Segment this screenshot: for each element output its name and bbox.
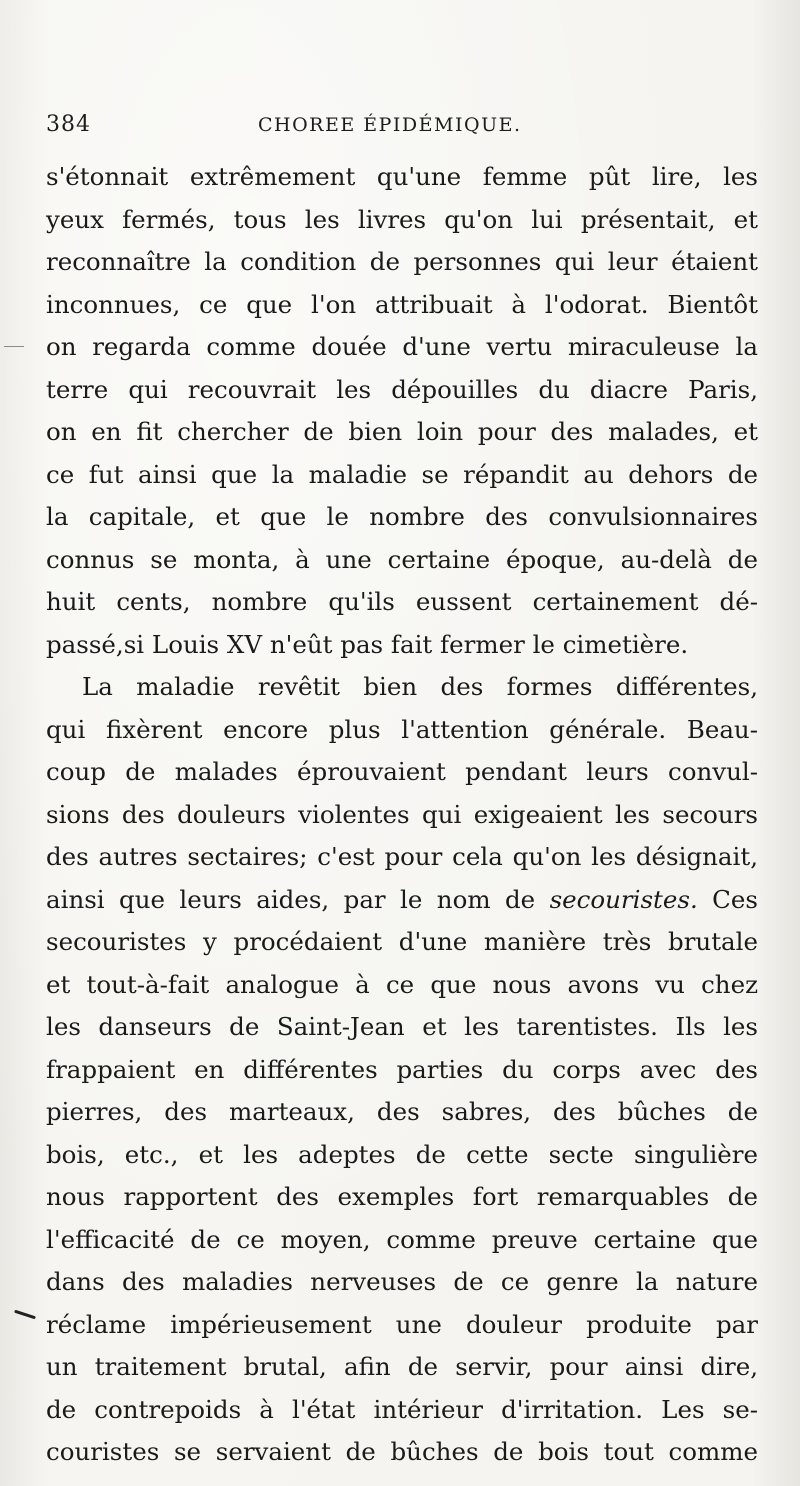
- text-line: on regarda comme douée d'une vertu miraculeuse la: [46, 332, 758, 361]
- text-segment: ainsi que leurs aides, par le nom de: [46, 884, 536, 914]
- text-line: passé,si Louis XV n'eût pas fait fermer le cimetière.: [46, 629, 689, 659]
- text-line: bois, etc., et les adeptes de cette secte singulière: [46, 1139, 758, 1169]
- text-line: [46, 879, 758, 922]
- text-line: nous rapportent des exemples fort remarquables de: [46, 1182, 758, 1211]
- text-line: connus se monta, à une certaine époque, au-delà de: [46, 544, 758, 574]
- margin-scratch-mark: [4, 346, 24, 347]
- text-line: huit cents, nombre qu'ils eussent certainement dé-: [46, 587, 758, 616]
- text-line: yeux fermés, tous les livres qu'on lui présentait, et: [46, 204, 758, 234]
- running-head: CHOREE ÉPIDÉMIQUE.: [258, 114, 522, 136]
- text-line: terre qui recouvrait les dépouilles du diacre Paris,: [46, 374, 758, 404]
- text-line: dans des maladies nerveuses de ce genre la nature: [46, 1267, 758, 1296]
- text-line: ce fut ainsi que la maladie se répandit au dehors de: [46, 459, 758, 489]
- text-line: on en fit chercher de bien loin pour des malades, et: [46, 417, 758, 446]
- text-line: inconnues, ce que l'on attribuait à l'odorat. Bientôt: [46, 289, 758, 319]
- text-line: des autres sectaires; c'est pour cela qu'on les désignait,: [46, 842, 758, 871]
- text-line: et tout-à-fait analogue à ce que nous avons vu chez: [46, 969, 758, 999]
- margin-pen-mark: [14, 1310, 36, 1320]
- text-line: sions des douleurs violentes qui exigeaient les secours: [46, 799, 758, 829]
- italic-term: secouristes.: [549, 884, 698, 914]
- text-segment: Ces: [697, 884, 758, 914]
- page-number: 384: [46, 112, 91, 137]
- text-line: pierres, des marteaux, des sabres, des bûches de: [46, 1097, 758, 1126]
- text-line: réclame impérieusement une douleur produite par: [46, 1309, 758, 1339]
- text-line: de contrepoids à l'état intérieur d'irritation. Les se-: [46, 1394, 758, 1424]
- text-line: la capitale, et que le nombre des convulsionnaires: [46, 502, 758, 531]
- text-line: un traitement brutal, afin de servir, pour ainsi dire,: [46, 1352, 758, 1381]
- paragraph-start-line: La maladie revêtit bien des formes différentes,: [82, 672, 758, 701]
- text-line: reconnaître la condition de personnes qui leur étaient: [46, 247, 758, 276]
- body-text: [46, 156, 758, 1474]
- text-line: qui fixèrent encore plus l'attention générale. Beau-: [46, 714, 758, 744]
- page-header: [46, 112, 756, 144]
- text-line: les danseurs de Saint-Jean et les tarentistes. Ils les: [46, 1012, 758, 1041]
- text-line: secouristes y procédaient d'une manière très brutale: [46, 927, 758, 956]
- text-line: s'étonnait extrêmement qu'une femme pût lire, les: [46, 162, 758, 191]
- text-line: l'efficacité de ce moyen, comme preuve certaine que: [46, 1224, 758, 1254]
- text-line: frappaient en différentes parties du corps avec des: [46, 1054, 758, 1084]
- text-line: coup de malades éprouvaient pendant leurs convul-: [46, 757, 758, 786]
- text-line: couristes se servaient de bûches de bois tout comme: [46, 1437, 758, 1466]
